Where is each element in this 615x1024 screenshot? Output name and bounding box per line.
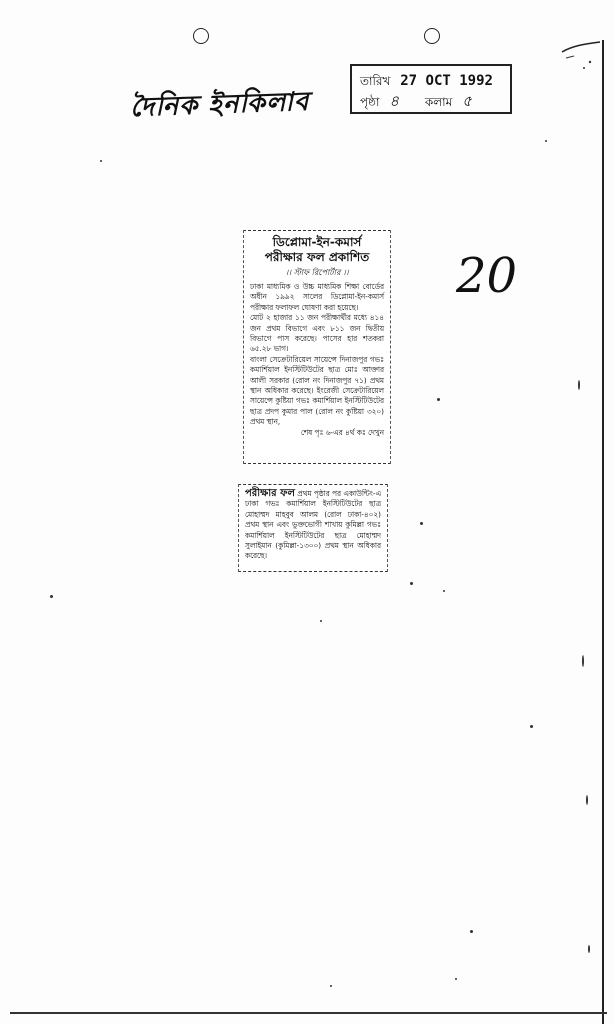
scan-speck	[320, 620, 322, 622]
scan-speck	[578, 380, 580, 390]
clipping-headline-line1: ডিপ্লোমা-ইন-কমার্স	[272, 235, 362, 249]
scan-speck	[530, 725, 533, 728]
clipping-paragraph: মোট ২ হাজার ১১ জন পরীক্ষার্থীর মধ্যে ৪১৪ জন প্রথম বিভাগে এবং ৮১১ জন দ্বিতীয় বিভাগে পাস করেছে। পাসের হার শতকরা ৬৫.২৮ ভাগ।	[250, 313, 384, 354]
scan-speck	[330, 985, 332, 987]
stamp-page-label: পৃষ্ঠা	[360, 95, 380, 109]
scan-speck	[100, 160, 102, 162]
scan-speck	[410, 582, 413, 585]
stamp-column-label: কলাম	[424, 95, 453, 109]
stamp-column-value: ৫	[462, 92, 472, 110]
binder-hole-right	[424, 28, 440, 44]
news-clipping-main	[243, 230, 391, 464]
clipping-continuation-note: শেষ পৃঃ ৬-এর ৪র্থ কঃ দেখুন	[300, 427, 384, 437]
scan-speck	[586, 795, 588, 805]
newspaper-name: দৈনিক ইনকিলাব	[129, 86, 310, 124]
continued-lead-label: পরীক্ষার ফল	[245, 488, 295, 499]
corner-marks	[560, 40, 602, 74]
scan-speck	[420, 522, 423, 525]
scan-speck	[588, 945, 590, 953]
clipping-byline: ।। স্টাফ রিপোর্টার ।।	[285, 268, 349, 277]
stamp-date-row	[360, 71, 502, 91]
scan-speck	[437, 398, 440, 401]
stamp-page-value: ৪	[389, 92, 400, 110]
stamp-date-value: 27 OCT 1992	[400, 73, 493, 89]
continued-body	[245, 489, 381, 562]
page-edge-right	[602, 40, 604, 1024]
continued-text: একাউন্টিং-এ ঢাকা গভঃ কমার্শিয়াল ইনস্টিটিউটের ছাত্র মোহাম্মদ মাহবুব আলম (রোল ঢাকা-৪০২) প্রথম স্থান এবং ভুক্তভোগী শাখায় কুমিল্লা গভঃ কমার্শিয়াল ইনস্টিটিউটের ছাত্র মোহাম্মদ সুলাইমান (কুমিল্লা-১৩০০) প্রথম স্থান অধিকার করেছে।	[245, 489, 381, 561]
binder-hole-left	[193, 28, 209, 44]
handwritten-page-number: 20	[456, 248, 518, 304]
scan-speck	[443, 590, 445, 592]
scan-speck	[455, 978, 457, 980]
scan-speck	[545, 140, 547, 142]
scan-speck	[470, 930, 473, 933]
stamp-page-row	[360, 91, 502, 111]
page-edge-bottom	[10, 1012, 607, 1014]
continued-lead-ref: প্রথম পৃষ্ঠার পর	[297, 489, 342, 498]
clipping-paragraph: বাংলা সেক্রেটারিয়েল সায়েন্সে দিনাজপুর গভঃ কমার্শিয়াল ইনস্টিটিউটের ছাত্র মোঃ আক্তার আলী সরকার (রোল নং দিনাজপুর ৭১) প্রথম স্থান অধিকার করেছে। ইংরেজী সেক্রেটারিয়েল সায়েন্সে কুষ্টিয়া গভঃ কমার্শিয়াল ইনস্টিটিউটের ছাত্র প্রদপ কুমার পাল (রোল নং কুষ্টিয়া ৩২০) প্রথম স্থান,	[250, 354, 384, 427]
clipping-paragraph: ঢাকা মাধ্যমিক ও উচ্চ মাধ্যমিক শিক্ষা বোর্ডের অধীন ১৯৯২ সালের ডিপ্লোমা-ইন-কমার্স পরীক্ষার ফলাফল ঘোষণা করা হয়েছে।	[250, 282, 384, 312]
clipping-headline-line2: পরীক্ষার ফল প্রকাশিত	[264, 250, 370, 264]
archive-stamp	[350, 64, 512, 114]
scan-speck	[582, 655, 584, 667]
clipping-body	[250, 282, 384, 438]
stamp-date-label: তারিখ	[360, 74, 391, 88]
news-clipping-continued	[238, 484, 388, 572]
scan-speck	[50, 595, 53, 598]
